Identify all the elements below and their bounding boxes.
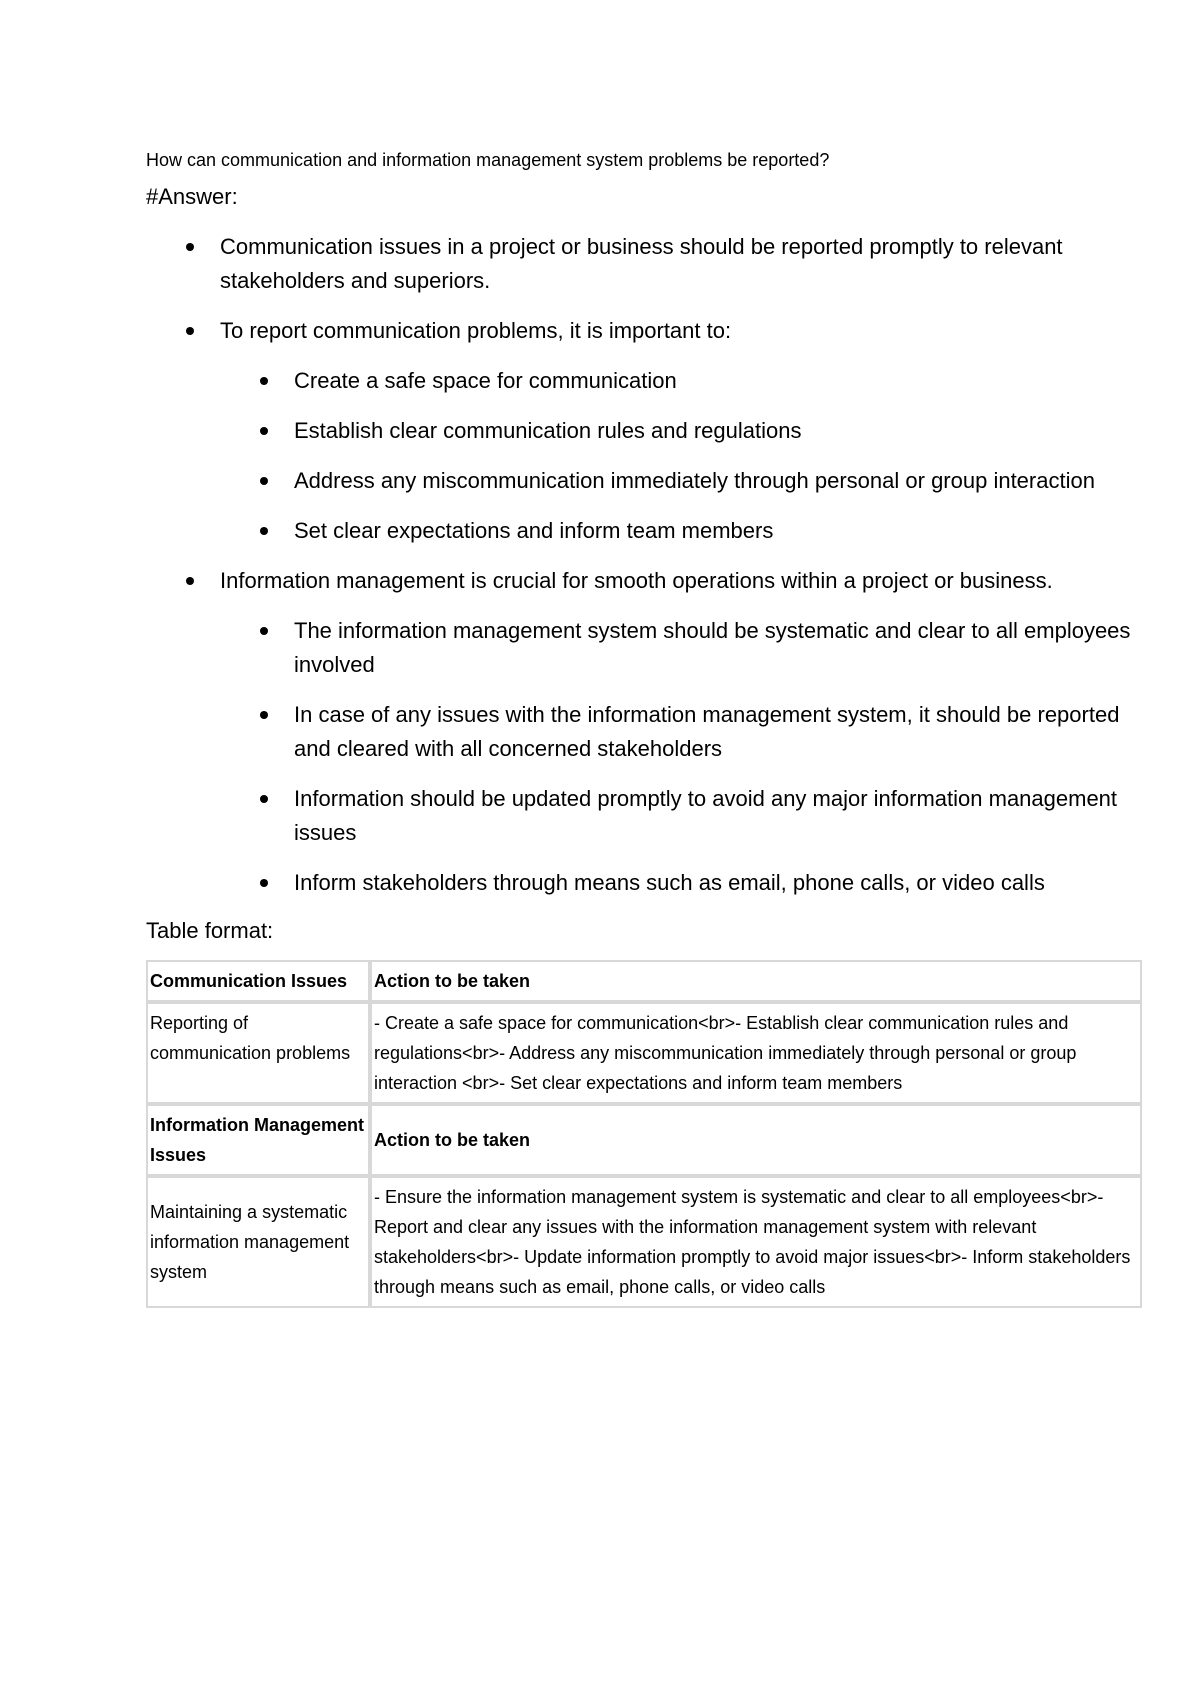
bullet-icon	[260, 795, 268, 803]
bullet-icon	[260, 879, 268, 887]
list-item	[220, 514, 1144, 548]
bullet-icon	[186, 327, 194, 335]
table-header-row	[146, 1104, 1142, 1176]
table-cell: Maintaining a systematic information management system	[146, 1176, 370, 1308]
document-page	[146, 148, 1144, 1308]
bullet-icon	[260, 377, 268, 385]
sub-bullet-text: The information management system should be systematic and clear to all employees involved	[294, 618, 1131, 677]
communication-issues-table	[146, 960, 1142, 1104]
bullet-icon	[260, 711, 268, 719]
sub-bullet-text: Set clear expectations and inform team members	[294, 518, 774, 543]
bullet-icon	[260, 477, 268, 485]
list-item	[146, 230, 1144, 298]
bullet-text: Information management is crucial for smooth operations within a project or business.	[220, 568, 1053, 593]
question-text: How can communication and information management system problems be reported?	[146, 150, 830, 170]
sub-bullet-text: In case of any issues with the information management system, it should be reported and cleared with all concerned stakeholders	[294, 702, 1120, 761]
table-header-cell: Information Management Issues	[146, 1104, 370, 1176]
list-item	[220, 414, 1144, 448]
table-row	[146, 1176, 1142, 1308]
bullet-icon	[186, 577, 194, 585]
sub-bullet-text: Inform stakeholders through means such as email, phone calls, or video calls	[294, 870, 1045, 895]
sub-bullet-list	[220, 364, 1144, 548]
sub-bullet-text: Address any miscommunication immediately through personal or group interaction	[294, 468, 1095, 493]
bullet-text: To report communication problems, it is important to:	[220, 318, 732, 343]
table-header-cell: Action to be taken	[370, 1104, 1142, 1176]
sub-bullet-text: Establish clear communication rules and regulations	[294, 418, 802, 443]
table-cell: Reporting of communication problems	[146, 1002, 370, 1104]
table-cell: - Ensure the information management system is systematic and clear to all employees<br>- Report and clear any issues with the information management system with relevant stakeholders<br>- Update information promptly to avoid major issues<br>- Inform stakeholders through means such as email, phone calls, or video calls	[370, 1176, 1142, 1308]
answer-bullet-list	[146, 230, 1144, 900]
table-cell: - Create a safe space for communication<br>- Establish clear communication rules and regulations<br>- Address any miscommunication immediately through personal or group interaction <br>- Set clear expectations and inform team members	[370, 1002, 1142, 1104]
list-item	[220, 614, 1144, 682]
table-row	[146, 1002, 1142, 1104]
list-item	[146, 314, 1144, 548]
table-label: Table format:	[146, 918, 274, 943]
list-item	[146, 564, 1144, 900]
sub-bullet-text: Create a safe space for communication	[294, 368, 677, 393]
bullet-icon	[260, 427, 268, 435]
list-item	[220, 364, 1144, 398]
bullet-icon	[186, 243, 194, 251]
list-item	[220, 866, 1144, 900]
sub-bullet-text: Information should be updated promptly to avoid any major information management issues	[294, 786, 1118, 845]
bullet-icon	[260, 627, 268, 635]
list-item	[220, 464, 1144, 498]
list-item	[220, 698, 1144, 766]
table-header-cell: Action to be taken	[370, 960, 1142, 1002]
information-management-table	[146, 1104, 1142, 1308]
answer-label: #Answer:	[146, 184, 238, 209]
table-header-row	[146, 960, 1142, 1002]
bullet-icon	[260, 527, 268, 535]
table-header-cell: Communication Issues	[146, 960, 370, 1002]
list-item	[220, 782, 1144, 850]
bullet-text: Communication issues in a project or business should be reported promptly to relevant stakeholders and superiors.	[220, 234, 1063, 293]
sub-bullet-list	[220, 614, 1144, 900]
